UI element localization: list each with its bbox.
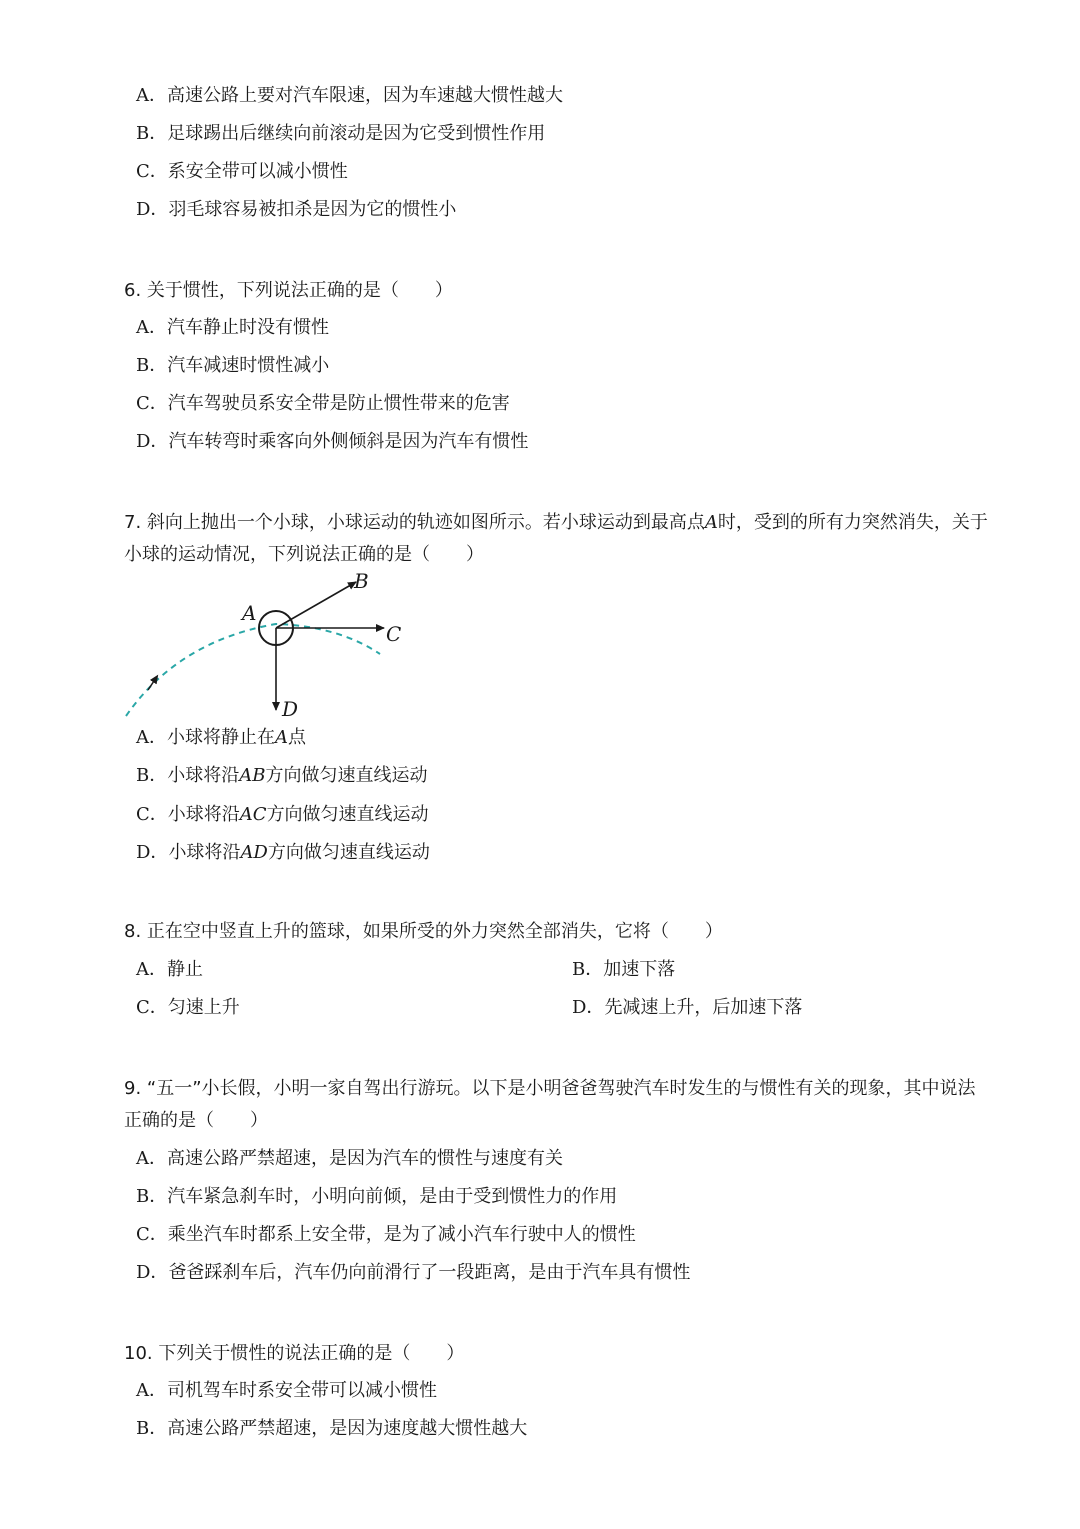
- q5-option-d: D．羽毛球容易被扣杀是因为它的惯性小: [136, 199, 457, 220]
- q7-stem: 7. 斜向上抛出一个小球，小球运动的轨迹如图所示。若小球运动到最高点A时，受到的所有力突然消失，关于 小球的运动情况，下列说法正确的是（ ）: [124, 512, 988, 565]
- q6-option-c: C．汽车驾驶员系安全带是防止惯性带来的危害: [136, 393, 510, 414]
- q6-option-a: A．汽车静止时没有惯性: [136, 317, 329, 338]
- q7-option-a: A．小球将静止在A点: [136, 727, 306, 748]
- label-d: D: [282, 697, 299, 721]
- q6-stem: 6. 关于惯性，下列说法正确的是（ ）: [124, 280, 453, 301]
- label-c: C: [386, 622, 402, 646]
- trajectory-direction-arrow: [148, 678, 156, 690]
- q7-option-d: D．小球将沿AD方向做匀速直线运动: [136, 842, 430, 863]
- q8-option-a: A．静止: [136, 959, 203, 980]
- q10-stem: 10. 下列关于惯性的说法正确的是（ ）: [124, 1343, 465, 1364]
- q10-option-b: B．高速公路严禁超速，是因为速度越大惯性越大: [136, 1418, 528, 1439]
- q5-option-c: C．系安全带可以减小惯性: [136, 161, 348, 182]
- q9-option-b: B．汽车紧急刹车时，小明向前倾，是由于受到惯性力的作用: [136, 1186, 618, 1207]
- q9-option-a: A．高速公路严禁超速，是因为汽车的惯性与速度有关: [136, 1148, 563, 1169]
- q8-option-b: B．加速下落: [572, 959, 676, 980]
- q5-option-b: B．足球踢出后继续向前滚动是因为它受到惯性作用: [136, 123, 546, 144]
- q6-option-d: D．汽车转弯时乘客向外侧倾斜是因为汽车有惯性: [136, 431, 529, 452]
- q6-option-b: B．汽车减速时惯性减小: [136, 355, 330, 376]
- q5-option-a: A．高速公路上要对汽车限速，因为车速越大惯性越大: [136, 85, 563, 106]
- arrow-ab: [276, 582, 356, 628]
- q8-option-d: D．先减速上升，后加速下落: [572, 997, 803, 1018]
- q9-option-c: C．乘坐汽车时都系上安全带，是为了减小汽车行驶中人的惯性: [136, 1224, 636, 1245]
- label-b: B: [354, 569, 369, 593]
- q7-option-b: B．小球将沿AB方向做匀速直线运动: [136, 765, 428, 786]
- q10-option-a: A．司机驾车时系安全带可以减小惯性: [136, 1380, 437, 1401]
- q9-stem: 9. “五一”小长假，小明一家自驾出行游玩。以下是小明爸爸驾驶汽车时发生的与惯性有关的现象，其中说法 正确的是（ ）: [124, 1078, 976, 1131]
- q8-stem: 8. 正在空中竖直上升的篮球，如果所受的外力突然全部消失，它将（ ）: [124, 921, 723, 942]
- label-a: A: [242, 601, 257, 625]
- q8-option-c: C．匀速上升: [136, 997, 240, 1018]
- trajectory-curve: [126, 624, 380, 716]
- trajectory-figure: [118, 566, 418, 726]
- q7-option-c: C．小球将沿AC方向做匀速直线运动: [136, 804, 429, 825]
- q9-option-d: D．爸爸踩刹车后，汽车仍向前滑行了一段距离，是由于汽车具有惯性: [136, 1262, 691, 1283]
